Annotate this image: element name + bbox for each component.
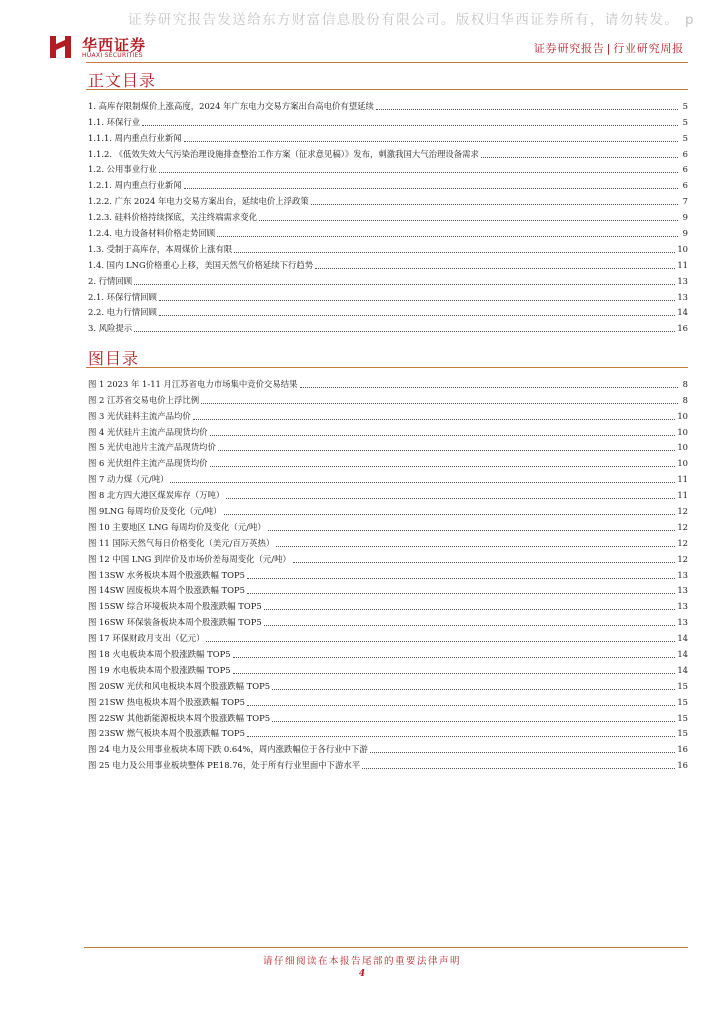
- figure-entry-page: 12: [677, 553, 688, 564]
- toc-entry-text: 1.1. 环保行业: [88, 116, 141, 127]
- figure-entry[interactable]: [88, 692, 688, 708]
- dot-leader: [170, 482, 675, 483]
- figure-list: [88, 374, 688, 771]
- figure-entry-page: 10: [677, 410, 688, 421]
- toc-entry-page: 5: [682, 116, 688, 127]
- figure-entry[interactable]: [88, 501, 688, 517]
- toc-entry-page: 6: [682, 180, 688, 191]
- dot-leader: [376, 109, 678, 110]
- toc-entry-page: 13: [677, 275, 688, 286]
- figure-entry-page: 13: [677, 617, 688, 628]
- dot-leader: [272, 721, 675, 722]
- figure-entry-text: 图 8 北方四大港区煤炭库存（万吨）: [88, 490, 225, 501]
- dot-leader: [247, 705, 675, 706]
- dot-leader: [142, 125, 678, 126]
- logo-name-en: HUAXI SECURITIES: [82, 52, 143, 59]
- figure-entry[interactable]: [88, 469, 688, 485]
- dot-leader: [159, 315, 675, 316]
- figure-title-rule: [86, 367, 688, 368]
- figure-entry-page: 12: [677, 521, 688, 532]
- dot-leader: [268, 530, 676, 531]
- figure-entry-page: 11: [677, 490, 688, 501]
- figure-entry-text: 图 12 中国 LNG 到岸价及市场价差每周变化（元/吨）: [88, 553, 291, 564]
- toc-entry-text: 1.2.4. 电力设备材料价格走势回顾: [88, 228, 216, 239]
- figure-entry-text: 图 24 电力及公用事业板块本周下跌 0.64%，周内涨跌幅位于各行业中下游: [88, 744, 368, 755]
- report-type: 证券研究报告: [533, 42, 605, 55]
- figure-entry-text: 图 18 火电板块本周个股涨跌幅 TOP5: [88, 649, 231, 660]
- dot-leader: [481, 157, 678, 158]
- figure-entry-page: 10: [677, 458, 688, 469]
- toc-entry-page: 6: [682, 164, 688, 175]
- dot-leader: [201, 403, 678, 404]
- dot-leader: [217, 236, 678, 237]
- figure-entry-text: 图 14SW 固废板块本周个股涨跌幅 TOP5: [88, 585, 245, 596]
- toc-entry-text: 1.2.2. 广东 2024 年电力交易方案出台，延续电价上浮政策: [88, 196, 309, 207]
- toc-entry-page: 13: [677, 291, 688, 302]
- watermark-text: 证券研究报告发送给东方财富信息股份有限公司。版权归华西证券所有，请勿转发。 p: [128, 12, 695, 28]
- figure-entry[interactable]: [88, 549, 688, 565]
- figure-entry-text: 图 16SW 环保装备板块本周个股涨跌幅 TOP5: [88, 617, 262, 628]
- figure-entry-page: 12: [677, 506, 688, 517]
- figure-entry-page: 10: [677, 442, 688, 453]
- figure-entry-text: 图 10 主要地区 LNG 每周均价及变化（元/吨）: [88, 521, 266, 532]
- toc-entry-page: 9: [682, 228, 688, 239]
- figure-entry[interactable]: [88, 676, 688, 692]
- figure-entry-page: 15: [677, 696, 688, 707]
- toc-entry-page: 9: [682, 212, 688, 223]
- figure-entry[interactable]: [88, 739, 688, 755]
- figure-entry[interactable]: [88, 596, 688, 612]
- dot-leader: [226, 498, 675, 499]
- toc-entry-page: 16: [677, 323, 688, 334]
- toc-entry[interactable]: [88, 239, 688, 255]
- figure-entry-text: 图 4 光伏硅片主流产品现货均价: [88, 426, 208, 437]
- dot-leader: [210, 466, 676, 467]
- figure-entry[interactable]: [88, 453, 688, 469]
- figure-entry[interactable]: [88, 565, 688, 581]
- toc-entry-page: 5: [682, 100, 688, 111]
- report-category: [534, 40, 684, 56]
- figure-entry-text: 图 13SW 水务板块本周个股涨跌幅 TOP5: [88, 569, 245, 580]
- dot-leader: [300, 387, 678, 388]
- dot-leader: [370, 752, 676, 753]
- toc-title: 正文目录: [88, 71, 157, 90]
- dot-leader: [272, 689, 675, 690]
- toc-entry-page: 7: [682, 196, 688, 207]
- toc-entry[interactable]: [88, 223, 688, 239]
- toc-entry[interactable]: [88, 207, 688, 223]
- dot-leader: [210, 435, 676, 436]
- figure-entry-text: 图 2 江苏省交易电价上浮比例: [88, 394, 200, 405]
- dot-leader: [218, 450, 675, 451]
- dot-leader: [247, 593, 675, 594]
- figure-entry-page: 14: [677, 633, 688, 644]
- toc-entry-text: 2.1. 环保行情回顾: [88, 291, 157, 302]
- toc-entry-text: 3. 风险提示: [88, 323, 133, 334]
- dot-leader: [224, 514, 676, 515]
- dot-leader: [184, 141, 678, 142]
- report-kind: 行业研究周报: [613, 42, 684, 55]
- figure-entry[interactable]: [88, 724, 688, 740]
- figure-entry[interactable]: [88, 660, 688, 676]
- figure-entry[interactable]: [88, 612, 688, 628]
- figure-entry-page: 15: [677, 728, 688, 739]
- toc-entry-text: 1.2. 公用事业行业: [88, 164, 157, 175]
- figure-entry-text: 图 9LNG 每周均价及变化（元/吨）: [88, 506, 222, 517]
- figure-entry-text: 图 21SW 热电板块本周个股涨跌幅 TOP5: [88, 696, 245, 707]
- figure-entry[interactable]: [88, 438, 688, 454]
- dot-leader: [315, 268, 675, 269]
- dot-leader: [193, 419, 676, 420]
- toc-entry[interactable]: [88, 175, 688, 191]
- figure-entry[interactable]: [88, 374, 688, 390]
- toc-entry-text: 1.3. 受制于高库存，本周煤价上涨有限: [88, 243, 233, 254]
- figure-entry-text: 图 1 2023 年 1-11 月江苏省电力市场集中竞价交易结果: [88, 378, 298, 389]
- toc-entry-page: 5: [682, 132, 688, 143]
- figure-entry-text: 图 5 光伏电池片主流产品现货均价: [88, 442, 216, 453]
- dot-leader: [159, 172, 678, 173]
- toc-entry-text: 1.4. 国内 LNG价格重心上移，美国天然气价格延续下行趋势: [88, 259, 314, 270]
- dot-leader: [276, 546, 675, 547]
- dot-leader: [159, 300, 675, 301]
- dot-leader: [234, 252, 675, 253]
- toc-entry[interactable]: [88, 303, 688, 319]
- figure-entry-page: 16: [677, 744, 688, 755]
- dot-leader: [184, 188, 678, 189]
- figure-entry-page: 14: [677, 649, 688, 660]
- figure-entry-text: 图 7 动力煤（元/吨）: [88, 474, 169, 485]
- figure-entry[interactable]: [88, 485, 688, 501]
- figure-entry-text: 图 11 国际天然气每日价格变化（美元/百万英热）: [88, 537, 275, 548]
- toc-entry-page: 14: [677, 307, 688, 318]
- dot-leader: [293, 562, 675, 563]
- figure-entry-text: 图 23SW 燃气板块本周个股涨跌幅 TOP5: [88, 728, 245, 739]
- figure-entry[interactable]: [88, 533, 688, 549]
- toc-entry[interactable]: [88, 112, 688, 128]
- figure-entry-text: 图 19 水电板块本周个股涨跌幅 TOP5: [88, 664, 231, 675]
- header-rule: [86, 62, 688, 63]
- figure-entry-text: 图 17 环保财政月支出（亿元）: [88, 633, 205, 644]
- figure-entry[interactable]: [88, 755, 688, 771]
- toc-entry[interactable]: [88, 160, 688, 176]
- toc-entry-text: 1. 高库存限制煤价上涨高度，2024 年广东电力交易方案出台高电价有望延续: [88, 100, 374, 111]
- page-number: 4: [358, 969, 366, 979]
- figure-entry-page: 13: [677, 569, 688, 580]
- figure-entry-page: 11: [677, 474, 688, 485]
- figure-entry-page: 12: [677, 537, 688, 548]
- figure-entry-page: 13: [677, 601, 688, 612]
- dot-leader: [311, 204, 678, 205]
- dot-leader: [362, 768, 675, 769]
- toc-entry-page: 10: [677, 243, 688, 254]
- logo-mark-icon: [48, 34, 76, 60]
- dot-leader: [247, 736, 675, 737]
- figure-entry-page: 13: [677, 585, 688, 596]
- figure-entry[interactable]: [88, 628, 688, 644]
- figure-entry-text: 图 15SW 综合环境板块本周个股涨跌幅 TOP5: [88, 601, 262, 612]
- figure-entry[interactable]: [88, 517, 688, 533]
- figure-entry-page: 15: [677, 712, 688, 723]
- dot-leader: [259, 220, 678, 221]
- toc-entry[interactable]: [88, 287, 688, 303]
- toc-entry-text: 1.1.1. 周内重点行业新闻: [88, 132, 182, 143]
- company-logo: [48, 34, 198, 60]
- dot-leader: [233, 673, 676, 674]
- header-separator: |: [606, 42, 612, 55]
- figure-entry[interactable]: [88, 390, 688, 406]
- toc-entry-page: 11: [677, 259, 688, 270]
- figure-list-title: 图目录: [88, 349, 140, 368]
- dot-leader: [134, 331, 675, 332]
- toc-entry[interactable]: [88, 128, 688, 144]
- dot-leader: [264, 609, 676, 610]
- dot-leader: [134, 284, 675, 285]
- figure-entry[interactable]: [88, 581, 688, 597]
- dot-leader: [247, 578, 675, 579]
- figure-entry-text: 图 25 电力及公用事业板块整体 PE18.76，处于所有行业里面中下游水平: [88, 760, 361, 771]
- logo-name-cn: 华西证券: [82, 36, 147, 54]
- figure-entry[interactable]: [88, 406, 688, 422]
- dot-leader: [206, 641, 675, 642]
- toc-entry[interactable]: [88, 271, 688, 287]
- figure-entry-page: 16: [677, 760, 688, 771]
- toc-entry[interactable]: [88, 96, 688, 112]
- figure-entry-text: 图 6 光伏组件主流产品现货均价: [88, 458, 208, 469]
- page-header: [48, 30, 684, 60]
- toc-entry-text: 2. 行情回顾: [88, 275, 133, 286]
- toc-entry[interactable]: [88, 191, 688, 207]
- toc-entry-text: 2.2. 电力行情回顾: [88, 307, 157, 318]
- toc-title-rule: [86, 89, 688, 90]
- toc-entry[interactable]: [88, 255, 688, 271]
- toc-entry[interactable]: [88, 144, 688, 160]
- figure-entry-page: 15: [677, 680, 688, 691]
- legal-disclaimer: 请仔细阅读在本报告尾部的重要法律声明: [262, 956, 461, 967]
- toc-entry-text: 1.1.2. 《低效失效大气污染治理设施排查整治工作方案（征求意见稿）》发布，刺激我国大气治理设备需求: [88, 148, 479, 159]
- dot-leader: [264, 625, 676, 626]
- figure-entry[interactable]: [88, 422, 688, 438]
- footer-rule: [84, 947, 688, 948]
- dot-leader: [233, 657, 676, 658]
- figure-entry-text: 图 3 光伏硅料主流产品均价: [88, 410, 191, 421]
- toc-list: [88, 96, 688, 334]
- figure-entry[interactable]: [88, 644, 688, 660]
- figure-entry-text: 图 20SW 光伏和风电板块本周个股涨跌幅 TOP5: [88, 680, 271, 691]
- figure-entry[interactable]: [88, 708, 688, 724]
- toc-entry-text: 1.2.1. 周内重点行业新闻: [88, 180, 182, 191]
- figure-entry-page: 10: [677, 426, 688, 437]
- figure-entry-page: 8: [682, 394, 688, 405]
- toc-entry-text: 1.2.3. 硅料价格持续探底，关注终端需求变化: [88, 212, 258, 223]
- figure-entry-page: 8: [682, 378, 688, 389]
- figure-entry-page: 14: [677, 664, 688, 675]
- toc-entry[interactable]: [88, 318, 688, 334]
- toc-entry-page: 6: [682, 148, 688, 159]
- figure-entry-text: 图 22SW 其他新能源板块本周个股涨跌幅 TOP5: [88, 712, 271, 723]
